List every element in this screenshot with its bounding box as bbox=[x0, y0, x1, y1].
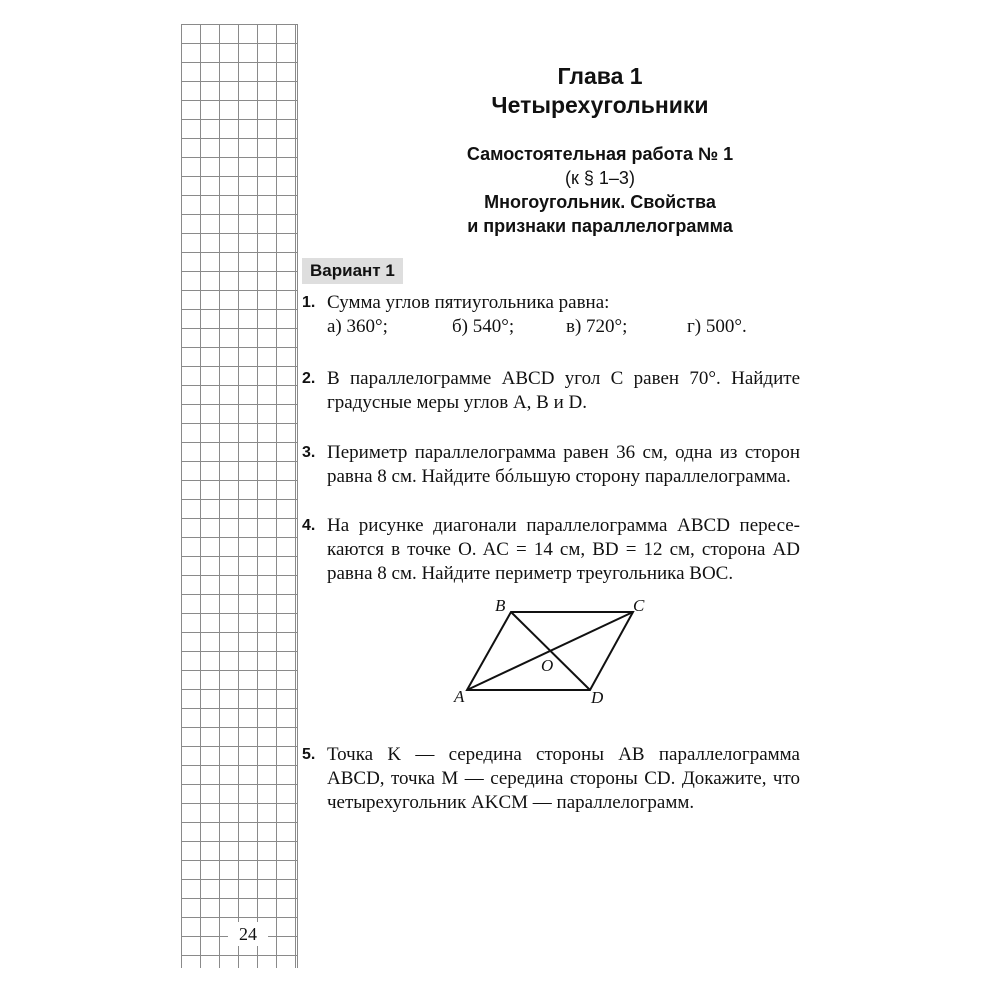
answer-options bbox=[327, 315, 800, 339]
chapter-heading bbox=[300, 62, 900, 120]
task-5 bbox=[300, 743, 800, 815]
task-line: В параллелограмме ABCD угол C равен 70°. Найдите bbox=[327, 368, 800, 389]
task-line: На рисунке диагонали параллелограмма ABCD пересе- bbox=[327, 515, 800, 536]
vertex-label-a: A bbox=[454, 687, 465, 706]
vertex-label-c: C bbox=[633, 596, 645, 615]
work-topic-line2: и признаки параллелограмма bbox=[467, 216, 733, 236]
vertex-label-b: B bbox=[495, 596, 506, 615]
task-line: четырехугольник AKCM — параллелограмм. bbox=[327, 792, 695, 813]
task-3 bbox=[300, 441, 800, 489]
task-number: 2. bbox=[302, 370, 316, 387]
work-heading bbox=[300, 142, 900, 238]
work-reference: (к § 1–3) bbox=[565, 168, 635, 188]
task-line: равна 8 см. Найдите периметр треугольника BOC. bbox=[327, 563, 734, 584]
diagonal-bd bbox=[511, 612, 590, 690]
task-text bbox=[327, 291, 800, 315]
chapter-title: Четырехугольники bbox=[491, 92, 709, 118]
task-1 bbox=[300, 291, 800, 339]
task-line: каются в точке O. AC = 14 см, BD = 12 см, сторона AD bbox=[327, 539, 800, 560]
work-topic-line1: Многоугольник. Свойства bbox=[484, 192, 716, 212]
page-number: 24 bbox=[228, 922, 268, 946]
task-number: 5. bbox=[302, 746, 316, 763]
intersection-label-o: O bbox=[541, 656, 554, 675]
task-2 bbox=[300, 367, 800, 415]
task-number: 4. bbox=[302, 517, 316, 534]
answer-option-a: а) 360°; bbox=[327, 316, 388, 337]
answer-option-c: в) 720°; bbox=[566, 316, 628, 337]
answer-option-b: б) 540°; bbox=[452, 316, 515, 337]
task-number: 3. bbox=[302, 444, 316, 461]
graph-paper-margin bbox=[181, 24, 298, 968]
chapter-number: Глава 1 bbox=[557, 63, 643, 89]
answer-option-d: г) 500°. bbox=[687, 316, 747, 337]
vertex-label-d: D bbox=[591, 688, 604, 707]
task-line: ABCD, точка M — середина стороны CD. Докажите, что bbox=[327, 768, 800, 789]
task-number: 1. bbox=[302, 294, 316, 311]
task-text bbox=[327, 514, 800, 586]
task-text bbox=[327, 367, 800, 415]
task-line: равна 8 см. Найдите бóльшую сторону параллелограмма. bbox=[327, 466, 791, 487]
task-line: Сумма углов пятиугольника равна: bbox=[327, 292, 610, 313]
task-line: Точка K — середина стороны AB параллелограмма bbox=[327, 744, 800, 765]
work-title: Самостоятельная работа № 1 bbox=[466, 144, 734, 164]
task-text bbox=[327, 743, 800, 815]
task-text bbox=[327, 441, 800, 489]
task-4 bbox=[300, 514, 800, 586]
task-line: градусные меры углов A, B и D. bbox=[327, 392, 587, 413]
parallelogram-figure bbox=[450, 595, 660, 710]
task-line: Периметр параллелограмма равен 36 см, одна из сторон bbox=[327, 442, 800, 463]
variant-label: Вариант 1 bbox=[302, 258, 403, 284]
